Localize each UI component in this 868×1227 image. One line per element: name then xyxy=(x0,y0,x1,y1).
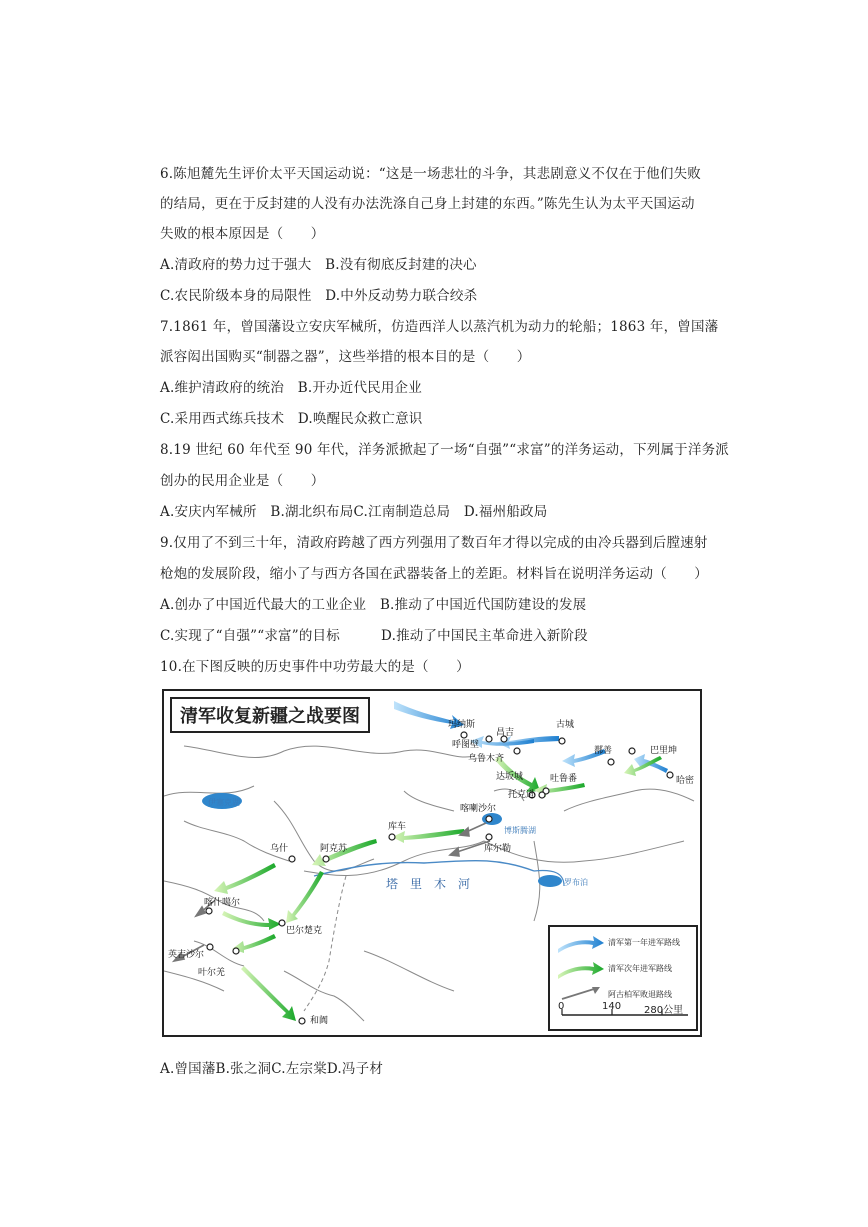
q8-text-line2: 创办的民用企业是（ ） xyxy=(160,473,325,489)
route-second-year-9 xyxy=(241,966,296,1021)
legend-retreat-icon xyxy=(562,989,594,999)
q9-options-cd: C.实现了“自强”“求富”的目标 D.推动了中国民主革命进入新阶段 xyxy=(160,628,588,644)
marker-shanshan xyxy=(608,759,614,765)
label-dabancheng: 达坂城 xyxy=(496,772,524,782)
q8-options: A.安庆内军械所 B.湖北织布局C.江南制造总局 D.福州船政局 xyxy=(160,504,548,520)
legend-retreat-arrowhead xyxy=(592,987,600,994)
marker-gucheng xyxy=(559,738,565,744)
label-tuokexun: 托克逊 xyxy=(508,790,536,800)
label-bosten-lake: 博斯腾湖 xyxy=(504,826,536,835)
marker-kuerle xyxy=(486,834,492,840)
label-hetian: 和阗 xyxy=(310,1016,329,1026)
label-changji: 昌吉 xyxy=(496,728,515,738)
q7-options-cd: C.采用西式练兵技术 D.唤醒民众救亡意识 xyxy=(160,411,423,427)
route-second-year-5 xyxy=(286,871,324,923)
label-tarim-river: 塔里木河 xyxy=(386,877,483,891)
label-kuerle: 库尔勒 xyxy=(484,844,512,854)
label-yeerqiang: 叶尔羌 xyxy=(198,968,226,978)
marker-balikun xyxy=(629,748,635,754)
q6-text-line2: 的结局，更在于反封建的人没有办法洗涤自己身上封建的东西。”陈先生认为太平天国运动 xyxy=(160,196,695,212)
q6-options-ab: A.清政府的势力过于强大 B.没有彻底反封建的决心 xyxy=(160,257,477,273)
label-akesu: 阿克苏 xyxy=(320,844,348,854)
first-year-routes xyxy=(394,701,668,773)
q7-text-line2: 派容闳出国购买“制器之器”，这些举措的根本目的是（ ） xyxy=(160,349,531,365)
legend-first-year: 清军第一年进军路线 xyxy=(608,938,680,947)
label-baerchuke: 巴尔楚克 xyxy=(286,926,323,936)
label-kalashaer: 喀喇沙尔 xyxy=(460,804,497,814)
q10-options: A.曾国藩B.张之洞C.左宗棠D.冯子材 xyxy=(160,1061,384,1077)
route-retreat-2-head xyxy=(450,848,459,856)
marker-kashigeer xyxy=(206,908,212,914)
q7-text-line1: 7.1861 年，曾国藩设立安庆军械所，仿造西洋人以蒸汽机为动力的轮船；1863 年，曾国藩 xyxy=(160,319,719,335)
marker-akesu xyxy=(323,856,329,862)
marker-kalashaer xyxy=(486,816,492,822)
route-retreat-3-head xyxy=(196,907,205,916)
q9-text-line2: 枪炮的发展阶段，缩小了与西方各国在武器装备上的差距。材料旨在说明洋务运动（ ） xyxy=(160,566,708,582)
label-lop-nur: 罗布泊 xyxy=(564,878,588,887)
tarim-river-line xyxy=(314,861,534,876)
label-hami: 哈密 xyxy=(676,776,695,786)
marker-dabancheng xyxy=(539,792,545,798)
map-legend xyxy=(548,925,698,1031)
label-shanshan: 鄯善 xyxy=(594,746,613,756)
label-manasi: 玛纳斯 xyxy=(448,720,476,730)
marker-kuche xyxy=(389,834,395,840)
marker-baerchuke xyxy=(279,920,285,926)
q6-text-line3: 失败的根本原因是（ ） xyxy=(160,226,325,242)
legend-second-year: 清军次年进军路线 xyxy=(608,964,672,973)
label-issyk-kul: 伊塞克湖 xyxy=(208,798,240,807)
q9-text-line1: 9.仅用了不到三十年，清政府跨越了西方列强用了数百年才得以完成的由冷兵器到后膛速射 xyxy=(160,535,708,551)
label-yingjishaer: 英吉沙尔 xyxy=(168,950,205,960)
lop-nur-lake xyxy=(538,875,562,887)
marker-yingjishaer xyxy=(207,944,213,950)
label-wushi: 乌什 xyxy=(270,844,289,854)
label-balikun: 巴里坤 xyxy=(650,746,678,756)
marker-wulumuqi xyxy=(514,748,520,754)
q6-options-cd: C.农民阶级本身的局限性 D.中外反动势力联合绞杀 xyxy=(160,288,478,304)
label-tulufan: 吐鲁番 xyxy=(550,774,578,784)
marker-hutubi xyxy=(486,736,492,742)
legend-retreat: 阿古柏军败退路线 xyxy=(608,990,672,999)
label-hutubi: 呼图壁 xyxy=(452,740,480,750)
marker-yeerqiang xyxy=(233,948,239,954)
label-kashigeer: 喀什噶尔 xyxy=(204,898,241,908)
q9-options-ab: A.创办了中国近代最大的工业企业 B.推动了中国近代国防建设的发展 xyxy=(160,597,587,613)
q7-options-ab: A.维护清政府的统治 B.开办近代民用企业 xyxy=(160,380,422,396)
label-kuche: 库车 xyxy=(388,822,407,832)
legend-second-year-icon xyxy=(558,962,604,979)
scale-label-end: 280公里 xyxy=(644,1005,684,1016)
route-second-year-6 xyxy=(214,863,276,894)
label-gucheng: 古城 xyxy=(556,720,575,730)
map-title: 清军收复新疆之战要图 xyxy=(170,697,370,733)
label-wulumuqi: 乌鲁木齐 xyxy=(468,754,505,764)
legend-first-year-icon xyxy=(558,936,604,953)
q8-text-line1: 8.19 世纪 60 年代至 90 年代，洋务派掀起了一场“自强”“求富”的洋务运动，下列属于洋务派 xyxy=(160,442,729,458)
xinjiang-campaign-map xyxy=(162,689,702,1037)
scale-label-mid: 140 xyxy=(602,1001,622,1012)
dashed-boundary xyxy=(304,876,346,1011)
scale-label-zero: 0 xyxy=(558,1001,565,1012)
marker-hami xyxy=(667,772,673,778)
marker-hetian xyxy=(299,1018,305,1024)
q10-text: 10.在下图反映的历史事件中功劳最大的是（ ） xyxy=(160,659,470,675)
route-second-year-7 xyxy=(222,911,281,930)
marker-wushi xyxy=(289,856,295,862)
q6-text-line1: 6.陈旭麓先生评价太平天国运动说：“这是一场悲壮的斗争，其悲剧意义不仅在于他们失败 xyxy=(160,166,701,182)
